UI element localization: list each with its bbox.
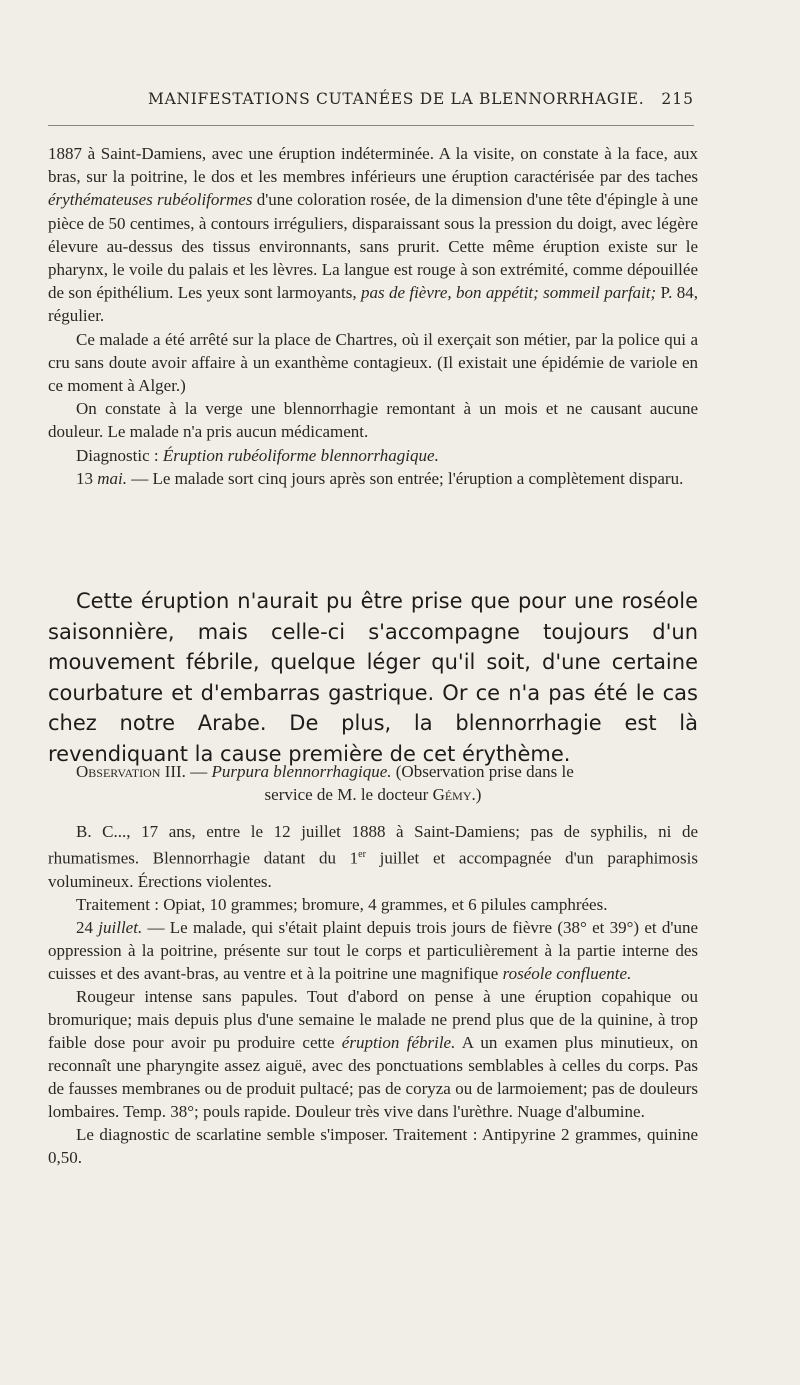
- header-rule: [48, 125, 694, 126]
- page-number: 215: [661, 90, 694, 108]
- text-run: 13: [76, 468, 98, 488]
- observation-subtitle: [48, 783, 698, 806]
- italic-run: mai.: [97, 468, 127, 488]
- text-run: d'une coloration rosée, de la dimension d'une tête d'épingle à une pièce de 50 centimes, à contours irréguliers, disparaissant sous la pression du doigt, avec légère élevure au-dessus des tissus environnants, sans prurit. Cette même éruption existe sur le pharynx, le voile du palais et les lèvres. La langue est rouge à son extrémité, comme dépouillée de son épithélium. Les yeux sont larmoyants,: [48, 190, 698, 303]
- doctor-name: Gémy: [432, 785, 472, 804]
- text-run: Rougeur intense sans papules. Tout d'abord on pense à une éruption copahique ou bromurique; mais depuis plus d'une semaine le malade ne prend plus que de la quinine, à trop faible dose pour avoir pu produire cette: [48, 986, 698, 1052]
- text-run: — Le malade, qui s'était plaint depuis trois jours de fièvre (38° et 39°) et d'une oppression à la poitrine, présente sur tout le corps et particulièrement à la partie interne des cuisses et des avant-bras, au ventre et à la poitrine une magnifique: [48, 917, 699, 983]
- running-header: [148, 90, 694, 108]
- paragraph: Le diagnostic de scarlatine semble s'imposer. Traitement : Antipyrine 2 grammes, quinine 0,50.: [48, 1124, 698, 1167]
- text-run: — Le malade sort cinq jours après son entrée; l'éruption a complètement disparu.: [127, 468, 684, 488]
- paragraph: Ce malade a été arrêté sur la place de Chartres, où il exerçait son métier, par la police qui a cru sans doute avoir affaire à un exanthème contagieux. (Il existait une épidémie de variole en ce moment à Alger.): [48, 329, 698, 396]
- paragraph: Traitement : Opiat, 10 grammes; bromure, 4 grammes, et 6 pilules camphrées.: [76, 894, 608, 914]
- text-run: 24: [76, 917, 99, 937]
- text-run: juillet et accompagnée d'un paraphimosis volumineux. Érections violentes.: [48, 848, 698, 891]
- paragraph: Cette éruption n'aurait pu être prise que pour une roséole saisonnière, mais celle-ci s'accompagne toujours d'un mouvement fébrile, quelque léger qu'il soit, d'une certaine courbature et d'embarras gastrique. Or ce n'a pas été le cas chez notre Arabe. De plus, la blennorrhagie est là revendiquant la cause première de cet érythème.: [48, 589, 698, 766]
- observation-label: Observation III.: [76, 762, 186, 781]
- text-run: —: [185, 762, 212, 781]
- commentary: [48, 586, 698, 770]
- paragraph: [48, 820, 698, 893]
- italic-run: érythémateuses rubéoliformes: [48, 190, 253, 210]
- italic-run: pas de fièvre, bon appétit; sommeil parfait;: [360, 283, 657, 303]
- case-continuation: [48, 142, 698, 490]
- text-run: service de M. le docteur: [264, 785, 433, 804]
- text-run: .): [471, 785, 482, 804]
- italic-run: Purpura blennorrhagique.: [211, 762, 392, 781]
- observation-3: [48, 760, 698, 1169]
- text-run: 1887 à Saint-Damiens, avec une éruption indéterminée. A la visite, on constate à la face, aux bras, sur la poitrine, le dos et les membres inférieurs une éruption caractérisée par des taches: [48, 144, 698, 187]
- text-run: (Observation prise dans le: [391, 762, 574, 781]
- italic-run: Éruption rubéoliforme blennorrhagique.: [162, 445, 439, 465]
- paragraph: [48, 142, 698, 328]
- paragraph: [48, 985, 698, 1123]
- text-run: Diagnostic :: [76, 445, 163, 465]
- italic-run: éruption fébrile.: [341, 1032, 456, 1052]
- italic-run: roséole confluente.: [502, 963, 632, 983]
- paragraph: [48, 444, 698, 467]
- paragraph: On constate à la verge une blennorrhagie remontant à un mois et ne causant aucune douleur. Le malade n'a pris aucun médicament.: [48, 399, 698, 442]
- text-run: P. 84, régulier.: [48, 283, 698, 326]
- running-title: MANIFESTATIONS CUTANÉES DE LA BLENNORRHAGIE.: [148, 90, 645, 108]
- text-run: A un examen plus minutieux, on reconnaît une pharyngite assez aiguë, avec des ponctuations semblables à celles du corps. Pas de fausses membranes ou de produit pultacé; pas de coryza ou de larmoiement; pas de douleurs lombaires. Temp. 38°; pouls rapide. Douleur très vive dans l'urèthre. Nuage d'albumine.: [48, 1032, 698, 1121]
- superscript: er: [358, 849, 366, 860]
- italic-run: juillet.: [98, 917, 143, 937]
- text-run: B. C..., 17 ans, entre le 12 juillet 1888 à Saint-Damiens; pas de syphilis, ni de rhumatismes. Blennorrhagie datant du 1: [48, 822, 698, 868]
- paragraph: [48, 916, 698, 985]
- observation-title: [48, 760, 698, 783]
- paragraph: [48, 467, 698, 490]
